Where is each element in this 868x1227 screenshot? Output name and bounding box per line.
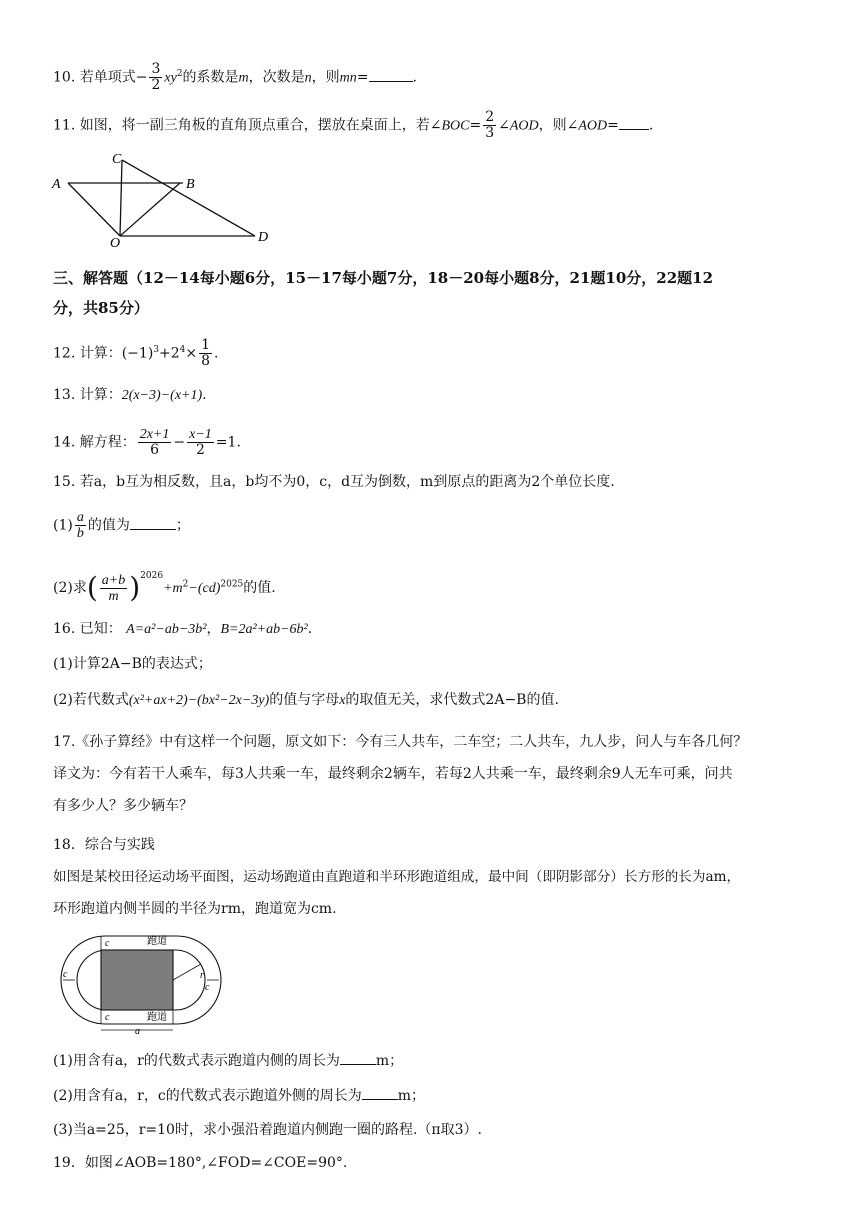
question-15: 15. 若a，b互为相反数，且a，b均不为0，c，d互为倒数，m到原点的距离为2个单位长度. bbox=[53, 474, 615, 490]
question-16-part2: (2)若代数式(x²+ax+2)−(bx²−2x−3y)的值与字母x的取值无关，求代数式2A−B的值. bbox=[53, 692, 559, 708]
question-18-line2: 如图是某校田径运动场平面图，运动场跑道由直跑道和半环形跑道组成，最中间（即阴影部分）长方形的长为am， bbox=[53, 869, 741, 885]
svg-text:c: c bbox=[63, 969, 68, 980]
fraction: $\frac{a+b}{m}$ bbox=[101, 572, 126, 604]
question-18: 18．综合与实践 bbox=[53, 837, 155, 853]
shaded-rectangle bbox=[101, 950, 173, 1010]
svg-text:c: c bbox=[105, 1012, 110, 1023]
question-18-line3: 环形跑道内侧半圆的半径为rm，跑道宽为cm. bbox=[53, 901, 337, 917]
section-heading-cont: 分，共85分） bbox=[53, 299, 149, 317]
fraction: $\frac{1}{8}$ bbox=[201, 337, 211, 369]
question-18-part3: (3)当a=25，r=10时，求小强沿着跑道内侧跑一圈的路程.（π取3）. bbox=[53, 1122, 482, 1138]
question-17-line3: 有多少人？多少辆车？ bbox=[53, 798, 193, 814]
question-19: 19．如图∠AOB=180°,∠FOD=∠COE=90°. bbox=[53, 1155, 348, 1171]
question-14: 14. 解方程： $\frac{2x+1}{6}$ − $\frac{x-1}{2}$ =1. bbox=[53, 427, 241, 458]
answer-blank[interactable] bbox=[619, 115, 649, 130]
question-18-part1: (1)用含有a，r的代数式表示跑道内侧的周长为 m； bbox=[53, 1050, 403, 1071]
question-18-part2: (2)用含有a，r，c的代数式表示跑道外侧的周长为 m； bbox=[53, 1085, 425, 1106]
question-16-part1: (1)计算2A−B的表达式； bbox=[53, 656, 212, 672]
fraction: $\frac{x-1}{2}$ bbox=[189, 427, 212, 458]
question-12: 12. 计算：$(-1)^3+2^4\times$ $\frac{1}{8}$ . bbox=[53, 337, 219, 369]
question-13: 13. 计算：2(x−3)−(x+1). bbox=[53, 387, 207, 403]
label-b: B bbox=[186, 177, 195, 192]
fraction: $\frac{a}{b}$ bbox=[76, 510, 84, 541]
fraction: $\frac{2x+1}{6}$ bbox=[139, 427, 170, 458]
question-10: 10. 若单项式− $\frac{3}{2}$ $xy^2$的系数是m，次数是n，则mn= . bbox=[53, 61, 417, 93]
question-16: 16. 已知： A=a²−ab−3b²，B=2a²+ab−6b². bbox=[53, 621, 313, 637]
triangle-figure bbox=[50, 148, 280, 248]
answer-blank[interactable] bbox=[130, 515, 176, 530]
svg-text:跑道: 跑道 bbox=[147, 1012, 167, 1023]
svg-text:a: a bbox=[135, 1026, 140, 1037]
question-17-line2: 译文为：今有若干人乘车，每3人共乘一车，最终剩余2辆车，若每2人共乘一车，最终剩余9人无车可乘，问共 bbox=[53, 766, 733, 782]
section-heading: 三、解答题（12－14每小题6分，15－17每小题7分，18－20每小题8分，21题10分，22题12 bbox=[53, 269, 714, 287]
question-15-part2: (2)求( $\frac{a+b}{m}$ )$^{2026}+m^2-(cd)^{2025}$的值. bbox=[53, 571, 276, 604]
track-figure bbox=[55, 930, 230, 1042]
svg-text:c: c bbox=[205, 982, 210, 993]
question-11: 11. 如图，将一副三角板的直角顶点重合，摆放在桌面上，若∠BOC= $\frac{2}{3}$ ∠AOD，则∠AOD= . bbox=[53, 109, 654, 141]
question-15-part1: (1) $\frac{a}{b}$ 的值为 ； bbox=[53, 510, 190, 541]
fraction: $\frac{3}{2}$ bbox=[151, 61, 161, 93]
answer-blank[interactable] bbox=[362, 1085, 398, 1100]
answer-blank[interactable] bbox=[340, 1050, 376, 1065]
label-d: D bbox=[258, 230, 269, 245]
svg-text:r: r bbox=[200, 970, 204, 981]
question-17: 17.《孙子算经》中有这样一个问题，原文如下：今有三人共车，二车空；二人共车，九人步，问人与车各几何？ bbox=[53, 734, 748, 750]
label-a: A bbox=[52, 177, 61, 192]
answer-blank[interactable] bbox=[369, 67, 413, 82]
svg-text:c: c bbox=[105, 938, 110, 949]
label-o: O bbox=[110, 236, 121, 248]
fraction: $\frac{2}{3}$ bbox=[485, 109, 495, 141]
svg-text:跑道: 跑道 bbox=[147, 936, 167, 947]
label-c: C bbox=[112, 152, 122, 167]
